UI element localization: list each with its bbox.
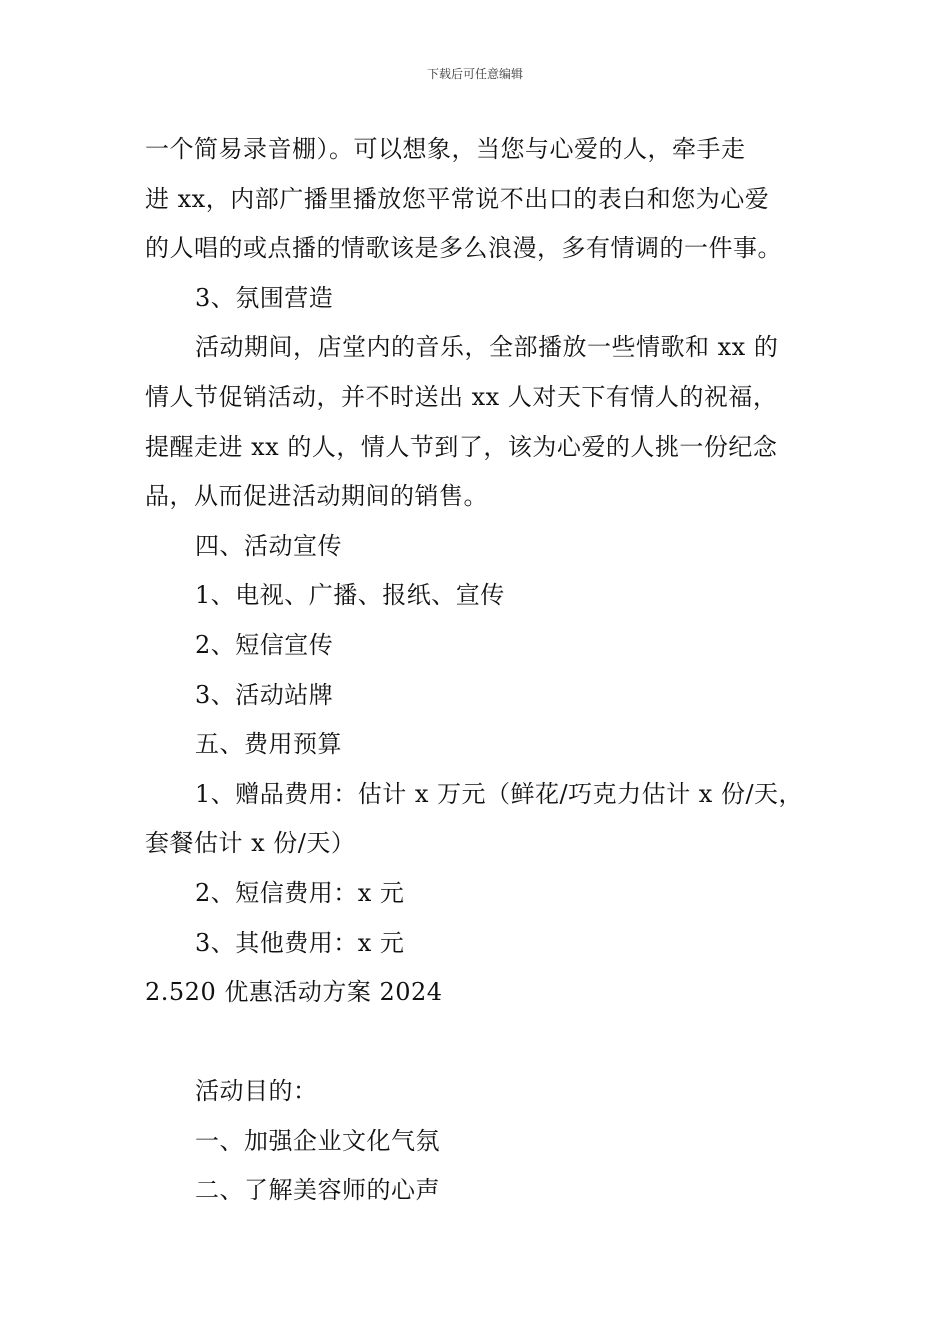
list-item: 3、其他费用：x 元 bbox=[195, 928, 405, 957]
paragraph-line: 套餐估计 x 份/天） bbox=[145, 829, 356, 858]
list-item: 1、电视、广播、报纸、宣传 bbox=[195, 581, 505, 610]
section-heading: 3、氛围营造 bbox=[195, 283, 334, 312]
blank-line bbox=[145, 1018, 845, 1068]
paragraph-line: 提醒走进 xx 的人，情人节到了，该为心爱的人挑一份纪念 bbox=[145, 432, 778, 461]
paragraph-line: 品，从而促进活动期间的销售。 bbox=[145, 482, 488, 511]
list-item: 2、短信费用：x 元 bbox=[195, 878, 405, 907]
list-item: 一、加强企业文化气氛 bbox=[195, 1126, 440, 1155]
list-item: 二、了解美容师的心声 bbox=[195, 1176, 440, 1205]
paragraph-line: 的人唱的或点播的情歌该是多么浪漫，多有情调的一件事。 bbox=[145, 234, 782, 263]
document-body bbox=[145, 125, 845, 1216]
paragraph-line: 情人节促销活动，并不时送出 xx 人对天下有情人的祝福， bbox=[145, 382, 778, 411]
section-heading: 四、活动宣传 bbox=[195, 531, 342, 560]
section-heading: 活动目的： bbox=[195, 1077, 318, 1106]
list-item: 2、短信宣传 bbox=[195, 630, 334, 659]
paragraph-line: 一个简易录音棚）。可以想象，当您与心爱的人，牵手走 bbox=[145, 135, 746, 163]
paragraph-line: 活动期间，店堂内的音乐，全部播放一些情歌和 xx 的 bbox=[195, 333, 779, 362]
page-header: 下载后可任意编辑 bbox=[426, 67, 523, 81]
paragraph-line: 进 xx，内部广播里播放您平常说不出口的表白和您为心爱 bbox=[145, 184, 770, 213]
list-item: 3、活动站牌 bbox=[195, 680, 334, 709]
section-heading: 五、费用预算 bbox=[195, 730, 342, 759]
document-title: 2.520 优惠活动方案 2024 bbox=[145, 978, 443, 1007]
list-item: 1、赠品费用：估计 x 万元（鲜花/巧克力估计 x 份/天， bbox=[195, 779, 804, 808]
